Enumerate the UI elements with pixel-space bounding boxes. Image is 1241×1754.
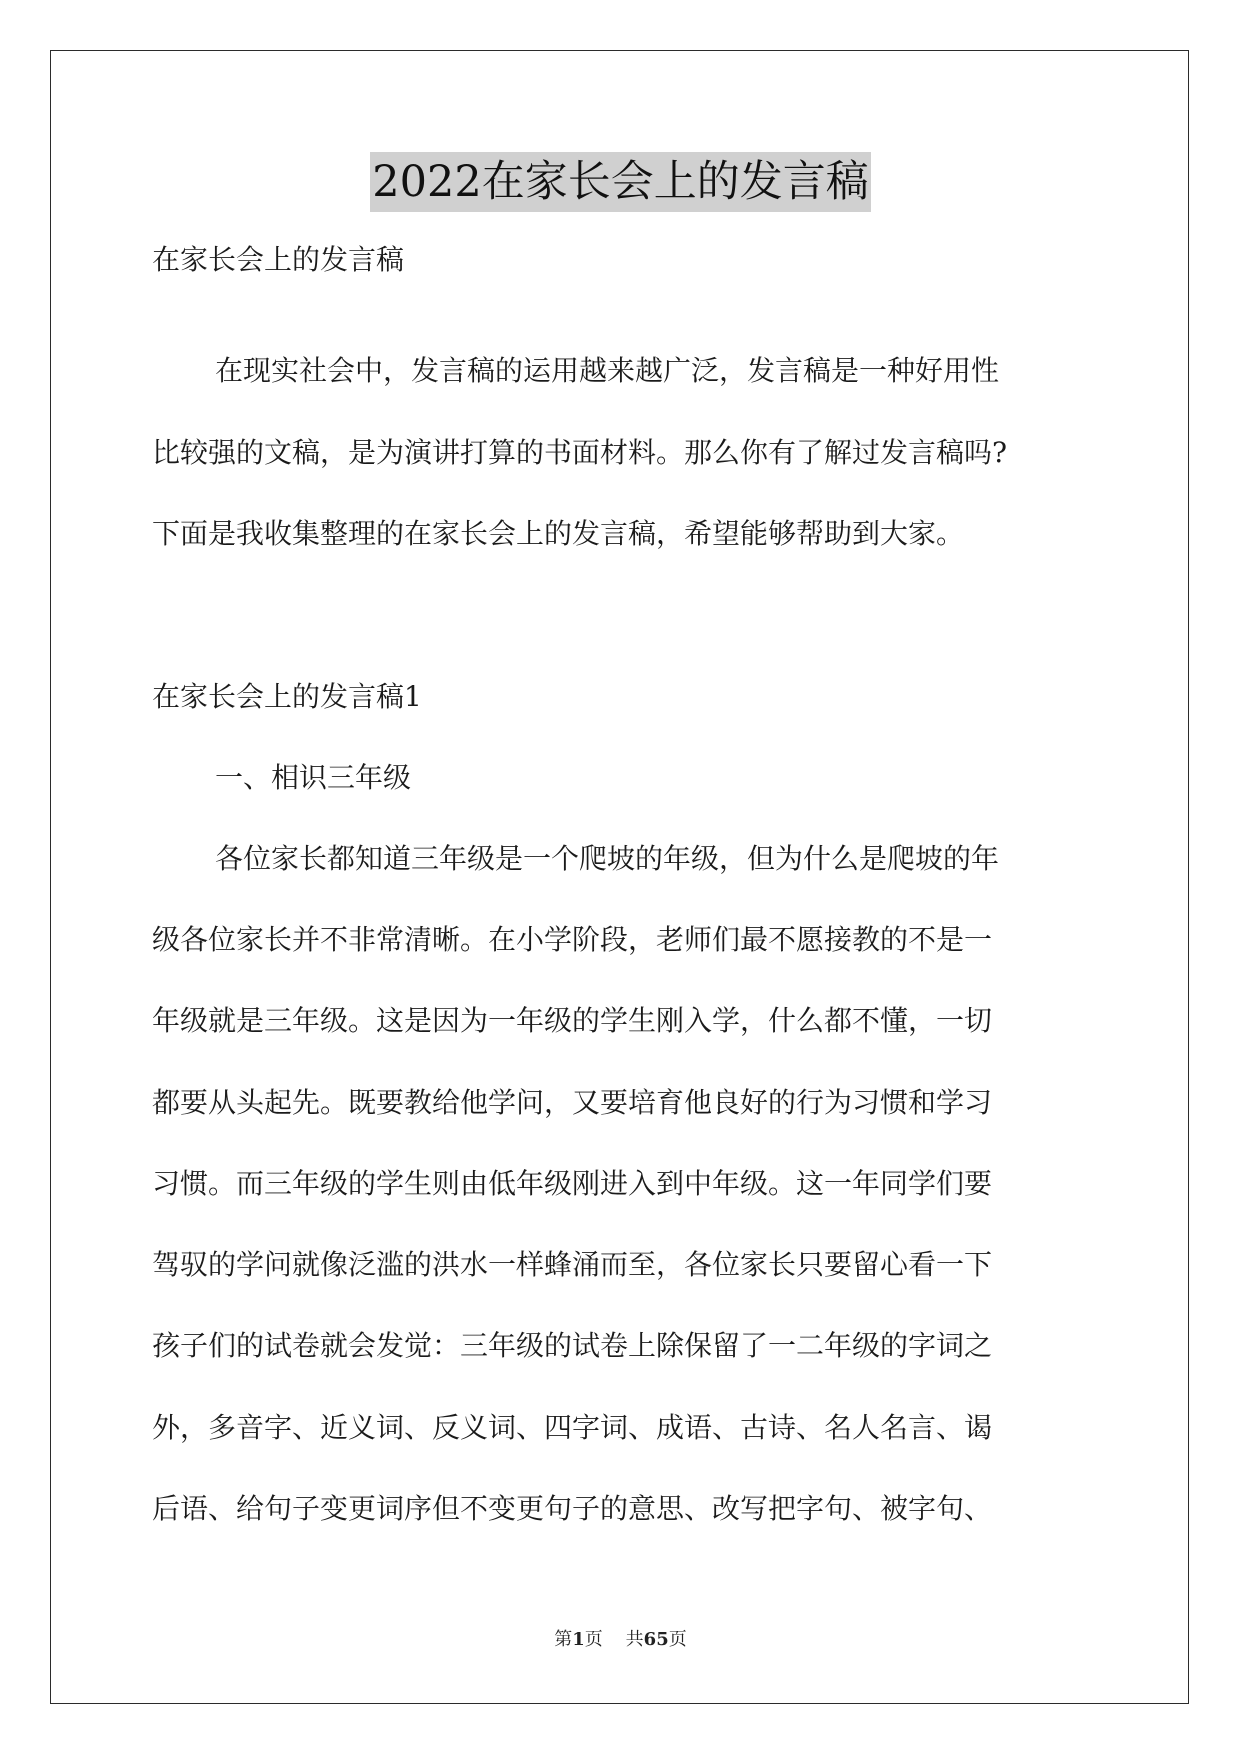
paragraph-line: 都要从头起先。既要教给他学问，又要培育他良好的行为习惯和学习: [152, 1086, 993, 1119]
paragraph-line: 驾驭的学问就像泛滥的洪水一样蜂涌而至，各位家长只要留心看一下: [152, 1248, 993, 1281]
paragraph-line: 习惯。而三年级的学生则由低年级刚进入到中年级。这一年同学们要: [152, 1167, 993, 1200]
page-prefix: 第: [554, 1629, 573, 1650]
paragraph-line: 级各位家长并不非常清晰。在小学阶段，老师们最不愿接教的不是一: [152, 923, 993, 956]
paragraph-line: 各位家长都知道三年级是一个爬坡的年级，但为什么是爬坡的年: [215, 842, 1000, 875]
paragraph-line: 孩子们的试卷就会发觉：三年级的试卷上除保留了一二年级的字词之: [152, 1329, 993, 1362]
page-current: 1: [572, 1629, 585, 1650]
title-container: [0, 152, 1241, 212]
total-prefix: 共: [625, 1629, 644, 1650]
paragraph-line: 外，多音字、近义词、反义词、四字词、成语、古诗、名人名言、谒: [152, 1411, 993, 1444]
paragraph-line: 后语、给句子变更词序但不变更句子的意思、改写把字句、被字句、: [152, 1492, 993, 1525]
page-footer: [0, 1625, 1241, 1651]
paragraph-line: 年级就是三年级。这是因为一年级的学生刚入学，什么都不懂，一切: [152, 1004, 993, 1037]
page-total: 65: [643, 1629, 669, 1650]
subsection-heading: 一、相识三年级: [215, 761, 412, 794]
paragraph-line: 在现实社会中，发言稿的运用越来越广泛，发言稿是一种好用性: [215, 354, 1000, 387]
paragraph-line: 比较强的文稿，是为演讲打算的书面材料。那么你有了解过发言稿吗?: [152, 436, 1008, 469]
total-unit: 页: [668, 1629, 687, 1650]
document-title: 2022在家长会上的发言稿: [370, 152, 870, 212]
paragraph-line: 下面是我收集整理的在家长会上的发言稿，希望能够帮助到大家。: [152, 517, 965, 550]
section-heading: 在家长会上的发言稿1: [152, 680, 422, 713]
page-unit: 页: [584, 1629, 603, 1650]
subtitle-line: 在家长会上的发言稿: [152, 243, 405, 276]
